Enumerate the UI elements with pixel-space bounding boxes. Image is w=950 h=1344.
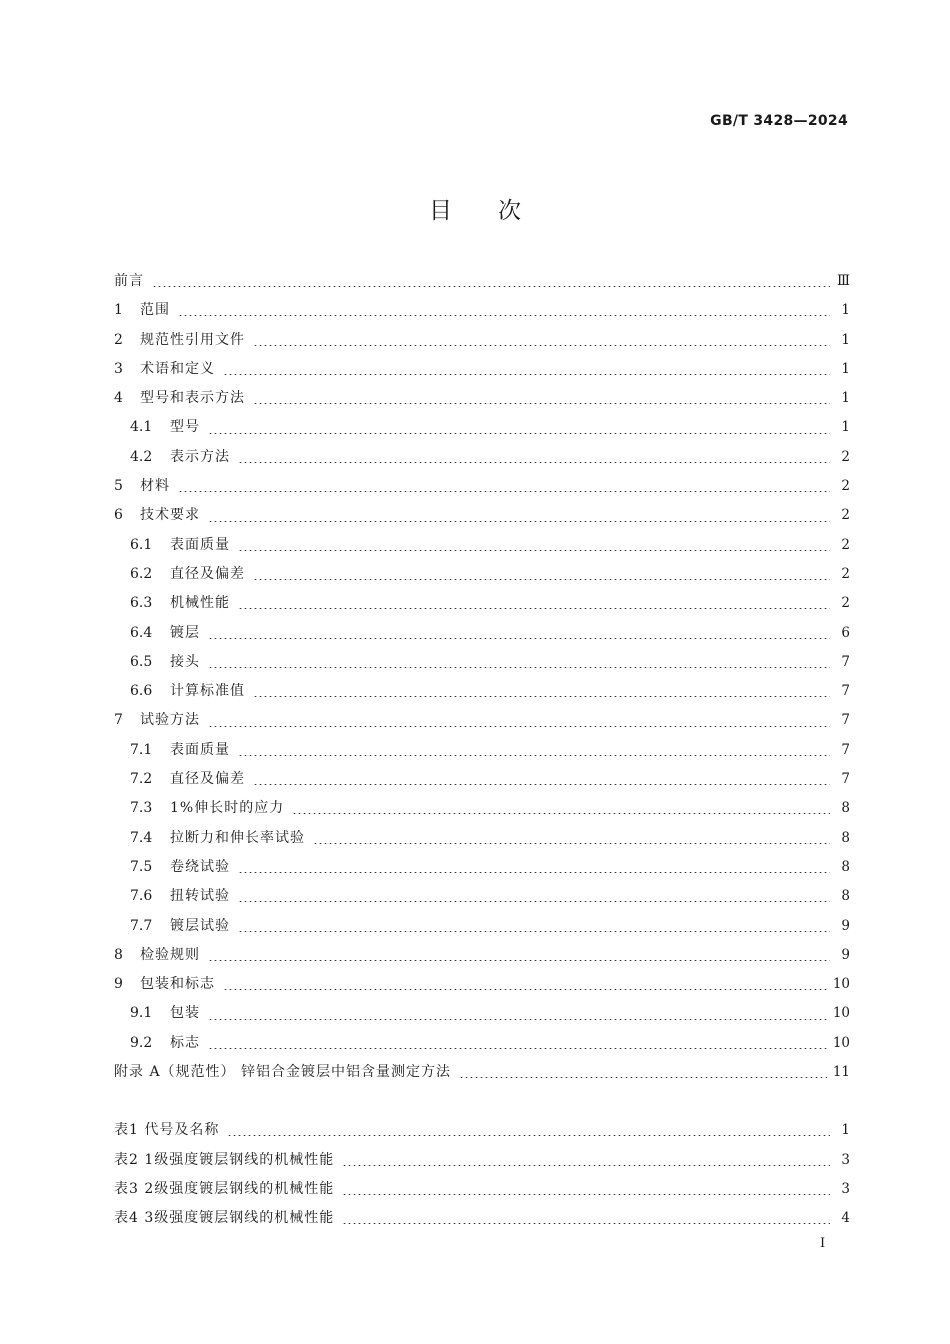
dot-leader xyxy=(178,315,830,316)
dot-leader xyxy=(342,1194,830,1195)
toc-entry-page: 7 xyxy=(841,771,850,788)
toc-entry[interactable] xyxy=(114,1061,850,1090)
toc-entries xyxy=(114,270,850,1090)
toc-entry-number: 5 xyxy=(114,478,123,495)
toc-entry[interactable] xyxy=(114,592,850,621)
toc-entry[interactable] xyxy=(114,944,850,973)
toc-entry[interactable] xyxy=(114,475,850,504)
toc-entry-page: 8 xyxy=(841,829,850,846)
toc-entry[interactable] xyxy=(114,329,850,358)
toc-entry-title: 包装 xyxy=(170,1005,200,1022)
toc-entry-title: 镀层试验 xyxy=(170,917,230,934)
toc-entry-number: 6.3 xyxy=(130,595,153,612)
toc-entry[interactable] xyxy=(114,768,850,797)
dot-leader xyxy=(313,843,830,844)
toc-entry-title: 表面质量 xyxy=(170,536,230,553)
toc-entry[interactable] xyxy=(114,270,850,299)
dot-leader xyxy=(253,784,830,785)
toc-entry-title: 型号 xyxy=(170,419,200,436)
toc-gap xyxy=(114,1090,850,1119)
dot-leader xyxy=(253,579,830,580)
toc-entry-number: 2 xyxy=(114,331,123,348)
dot-leader xyxy=(208,960,830,961)
toc-entry-number: 1 xyxy=(114,302,123,319)
table-of-contents xyxy=(114,270,850,1237)
dot-leader xyxy=(223,989,827,990)
toc-entry-page: 8 xyxy=(841,858,850,875)
toc-entry-title: 计算标准值 xyxy=(170,683,245,700)
toc-entry-page: 1 xyxy=(841,419,850,436)
toc-entry-title: 范围 xyxy=(140,302,170,319)
dot-leader xyxy=(178,491,830,492)
toc-entry-number: 7.6 xyxy=(130,888,153,905)
toc-entry-page: 8 xyxy=(841,800,850,817)
dot-leader xyxy=(238,872,830,873)
toc-entry[interactable] xyxy=(114,827,850,856)
toc-entry[interactable] xyxy=(114,358,850,387)
toc-entry-title: 规范性引用文件 xyxy=(140,331,245,348)
dot-leader xyxy=(238,901,830,902)
toc-entry[interactable] xyxy=(114,797,850,826)
toc-entry[interactable] xyxy=(114,299,850,328)
toc-entry[interactable] xyxy=(114,1032,850,1061)
dot-leader xyxy=(238,550,830,551)
toc-entry-page: 2 xyxy=(841,536,850,553)
toc-entry-page: 2 xyxy=(841,595,850,612)
toc-entry-page: 2 xyxy=(841,507,850,524)
toc-entry-number: 7.7 xyxy=(130,917,153,934)
toc-entry-number: 6.2 xyxy=(130,565,153,582)
toc-entry-page: 11 xyxy=(832,1064,850,1081)
toc-entry[interactable] xyxy=(114,563,850,592)
toc-entry-title: 机械性能 xyxy=(170,595,230,612)
toc-entry[interactable] xyxy=(114,387,850,416)
dot-leader xyxy=(208,1048,827,1049)
toc-entry-page: 6 xyxy=(841,624,850,641)
toc-entry[interactable] xyxy=(114,973,850,1002)
toc-entry[interactable] xyxy=(114,856,850,885)
dot-leader xyxy=(253,403,830,404)
toc-entry-page: 10 xyxy=(832,1005,850,1022)
dot-leader xyxy=(238,931,830,932)
toc-entry[interactable] xyxy=(114,885,850,914)
dot-leader xyxy=(208,667,830,668)
dot-leader xyxy=(238,755,830,756)
toc-entry-number: 7.3 xyxy=(130,800,153,817)
toc-entry-title: 前言 xyxy=(114,273,144,289)
toc-entry-title: 试验方法 xyxy=(140,712,200,729)
toc-entry-title: 技术要求 xyxy=(140,507,200,524)
standard-code: GB/T 3428—2024 xyxy=(710,113,848,129)
table-entry-page: 3 xyxy=(841,1151,850,1168)
toc-entry-number: 6 xyxy=(114,507,123,524)
toc-entry-number: 9.1 xyxy=(130,1005,153,1022)
table-entry-page: 3 xyxy=(841,1180,850,1197)
toc-entry[interactable] xyxy=(114,1002,850,1031)
page-title: 目次 xyxy=(429,198,567,224)
toc-entry-title: 接头 xyxy=(170,653,200,670)
table-entry-page: 1 xyxy=(841,1122,850,1139)
dot-leader xyxy=(238,608,830,609)
toc-entry-page: 1 xyxy=(841,390,850,407)
toc-entry-page: Ⅲ xyxy=(836,273,850,289)
toc-entry-page: 7 xyxy=(841,712,850,729)
toc-entry-number: 7.5 xyxy=(130,858,153,875)
dot-leader xyxy=(292,813,830,814)
dot-leader xyxy=(223,374,830,375)
toc-entry-title: 卷绕试验 xyxy=(170,858,230,875)
dot-leader xyxy=(208,1019,827,1020)
toc-entry-number: 9.2 xyxy=(130,1034,153,1051)
toc-entry-number: 7.2 xyxy=(130,771,153,788)
toc-entry-page: 7 xyxy=(841,741,850,758)
table-entry-title: 表1 代号及名称 xyxy=(114,1122,220,1139)
table-list-entry[interactable] xyxy=(114,1178,850,1207)
dot-leader xyxy=(253,345,830,346)
toc-entry[interactable] xyxy=(114,446,850,475)
toc-entry-page: 2 xyxy=(841,565,850,582)
toc-entry-number: 6.6 xyxy=(130,683,153,700)
toc-entry-title: 拉断力和伸长率试验 xyxy=(170,829,305,846)
toc-entry-number: 4.2 xyxy=(130,448,153,465)
table-list-entry[interactable] xyxy=(114,1149,850,1178)
dot-leader xyxy=(227,1135,830,1136)
toc-entry-number: 9 xyxy=(114,976,123,993)
toc-entry[interactable] xyxy=(114,709,850,738)
table-entry-title: 表4 3级强度镀层钢线的机械性能 xyxy=(114,1210,335,1227)
toc-entry-title: 包装和标志 xyxy=(140,976,215,993)
toc-entry-title: 材料 xyxy=(140,478,170,495)
toc-entry[interactable] xyxy=(114,622,850,651)
toc-entry-page: 10 xyxy=(832,1034,850,1051)
table-list-entry[interactable] xyxy=(114,1119,850,1148)
dot-leader xyxy=(253,696,830,697)
toc-entry-title: 1%伸长时的应力 xyxy=(170,800,285,817)
toc-entry[interactable] xyxy=(114,651,850,680)
dot-leader xyxy=(152,286,830,287)
toc-entry[interactable] xyxy=(114,680,850,709)
dot-leader xyxy=(238,462,830,463)
toc-entry-page: 7 xyxy=(841,653,850,670)
toc-entry-title: 检验规则 xyxy=(140,946,200,963)
toc-entry[interactable] xyxy=(114,739,850,768)
toc-entry-number: 6.5 xyxy=(130,653,153,670)
dot-leader xyxy=(342,1223,830,1224)
toc-entry-page: 10 xyxy=(832,976,850,993)
toc-entry-title: 型号和表示方法 xyxy=(140,390,245,407)
dot-leader xyxy=(208,726,830,727)
toc-entry-page: 2 xyxy=(841,478,850,495)
dot-leader xyxy=(342,1165,830,1166)
toc-entry-page: 1 xyxy=(841,360,850,377)
dot-leader xyxy=(208,521,830,522)
table-entry-page: 4 xyxy=(841,1210,850,1227)
toc-entry-page: 7 xyxy=(841,683,850,700)
toc-entry-page: 2 xyxy=(841,448,850,465)
toc-entry-title: 附录 A（规范性） 锌铝合金镀层中铝含量测定方法 xyxy=(114,1064,452,1081)
toc-entry[interactable] xyxy=(114,504,850,533)
table-entry-title: 表2 1级强度镀层钢线的机械性能 xyxy=(114,1151,335,1168)
toc-entry-number: 7.4 xyxy=(130,829,153,846)
toc-entry-number: 6.1 xyxy=(130,536,153,553)
toc-entry-title: 术语和定义 xyxy=(140,360,215,377)
toc-entry-number: 4.1 xyxy=(130,419,153,436)
footer-page-number: I xyxy=(820,1236,826,1251)
toc-entry[interactable] xyxy=(114,534,850,563)
toc-entry-number: 4 xyxy=(114,390,123,407)
toc-entry-page: 1 xyxy=(841,302,850,319)
toc-entry-page: 9 xyxy=(841,946,850,963)
toc-entry[interactable] xyxy=(114,915,850,944)
toc-entry-page: 9 xyxy=(841,917,850,934)
toc-entry-title: 表面质量 xyxy=(170,741,230,758)
toc-entry-number: 7 xyxy=(114,712,123,729)
toc-entry-number: 3 xyxy=(114,360,123,377)
table-list-entry[interactable] xyxy=(114,1207,850,1236)
toc-entry-page: 8 xyxy=(841,888,850,905)
toc-entry-title: 表示方法 xyxy=(170,448,230,465)
table-entry-title: 表3 2级强度镀层钢线的机械性能 xyxy=(114,1180,335,1197)
toc-entry-title: 直径及偏差 xyxy=(170,771,245,788)
dot-leader xyxy=(208,638,830,639)
dot-leader xyxy=(208,433,830,434)
toc-entry-title: 直径及偏差 xyxy=(170,565,245,582)
toc-entry-title: 镀层 xyxy=(170,624,200,641)
toc-entry-title: 标志 xyxy=(170,1034,200,1051)
dot-leader xyxy=(459,1077,827,1078)
toc-entry-number: 8 xyxy=(114,946,123,963)
toc-entry-title: 扭转试验 xyxy=(170,888,230,905)
toc-entry[interactable] xyxy=(114,416,850,445)
toc-entry-number: 6.4 xyxy=(130,624,153,641)
table-list xyxy=(114,1119,850,1236)
toc-entry-page: 1 xyxy=(841,331,850,348)
toc-entry-number: 7.1 xyxy=(130,741,153,758)
